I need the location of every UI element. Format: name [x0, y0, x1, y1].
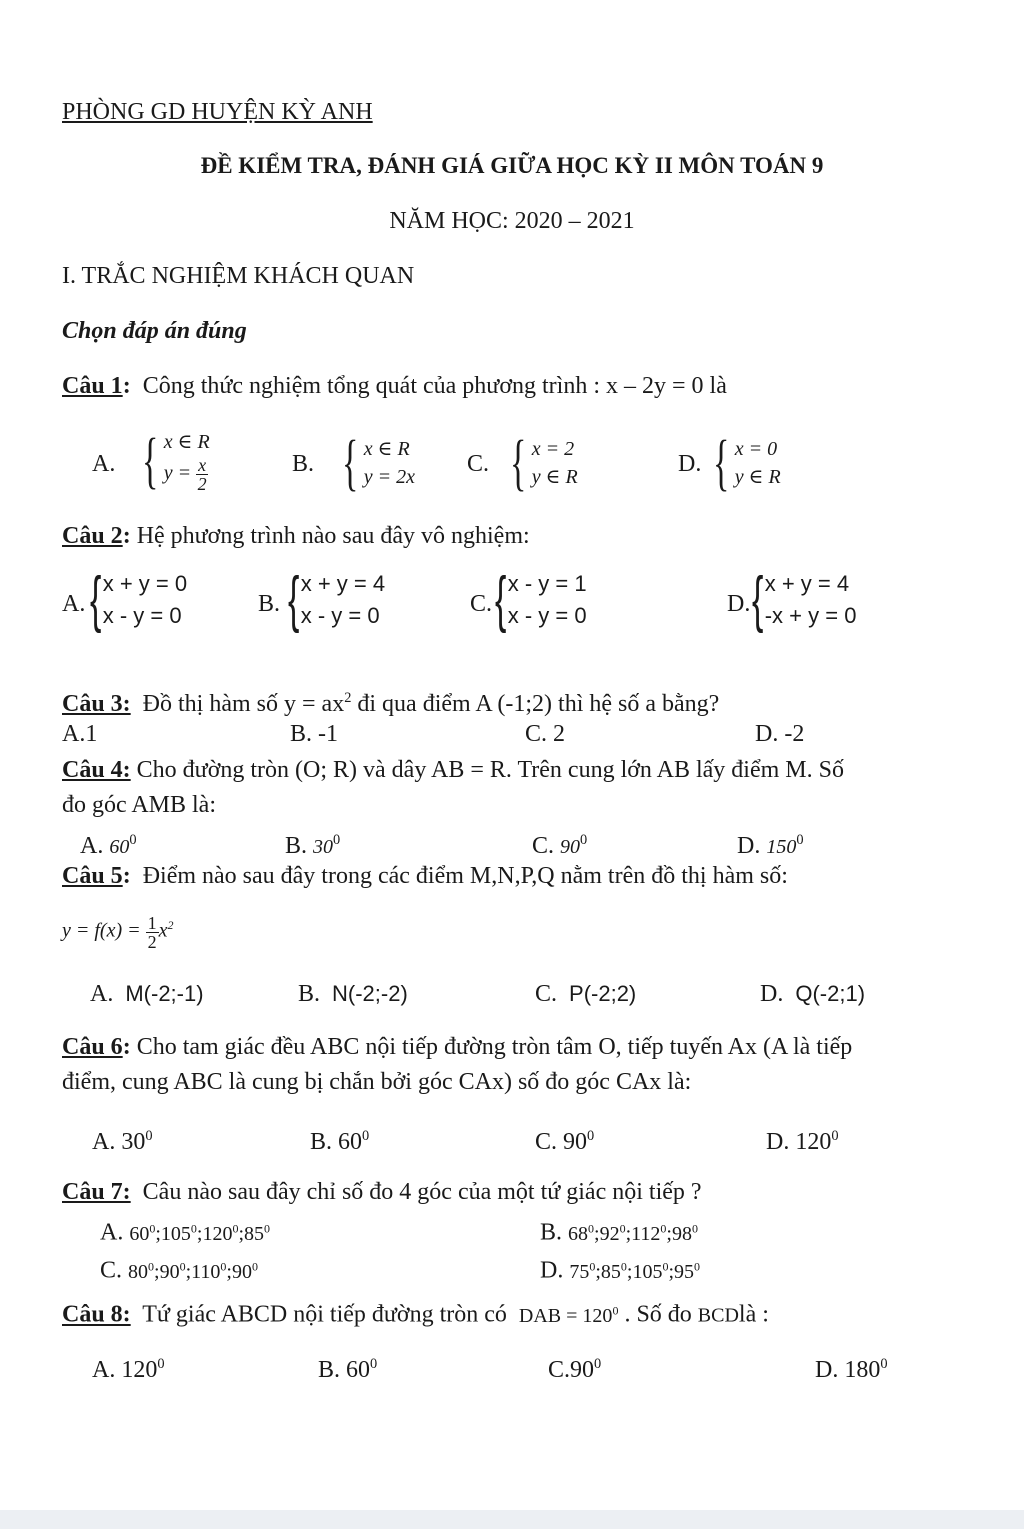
q8-option-c: $C.90^0$	[548, 1356, 602, 1383]
question-label: Câu 8:	[62, 1301, 131, 1328]
system-line: x - y = 0	[102, 603, 182, 628]
system-line: x + y = 4	[764, 571, 850, 596]
question-text-post: là :	[738, 1301, 769, 1328]
question-text-mid: . Số đo	[624, 1301, 692, 1328]
school-name: PHÒNG GD HUYỆN KỲ ANH	[62, 99, 373, 125]
question-5: Câu 5: Điểm nào sau đây trong các điểm M,N,P,Q nằm trên đồ thị hàm số:	[62, 863, 788, 889]
question-4	[62, 756, 844, 784]
q8-option-a: A. $120^0$	[92, 1356, 165, 1383]
question-8	[62, 1296, 769, 1330]
q4-option-a: A. $60^0$	[80, 832, 137, 859]
system-line: x = 2	[531, 438, 575, 460]
question-label: Câu 1	[62, 373, 123, 399]
q2-option-d-system: { x + y = 4 -x + y = 0	[752, 565, 857, 634]
q6-option-b: B. $60^0$	[310, 1128, 370, 1155]
question-label: Câu 5	[62, 863, 123, 889]
q4-option-b: B. $30^0$	[285, 832, 341, 859]
q4-option-d: D. $150^0$	[737, 832, 804, 859]
q7-option-b: B. $68^0;92^0;112^0;98^0$	[540, 1219, 698, 1246]
q5-option-d: D. Q(-2;1)	[760, 981, 866, 1007]
q8-option-d: D. $180^0$	[815, 1356, 888, 1383]
system-line: y = 2x	[363, 466, 416, 488]
question-label: Câu 2	[62, 523, 123, 549]
system-line: y ∈ R	[734, 466, 781, 488]
q5-option-c: C. P(-2;2)	[535, 981, 637, 1007]
q2-option-d-label: D.	[727, 591, 751, 617]
system-line: -x + y = 0	[764, 603, 857, 628]
q2-option-a-label: A.	[62, 591, 86, 617]
question-6: Câu 6: Cho tam giác đều ABC nội tiếp đường tròn tâm O, tiếp tuyến Ax (A là tiếp	[62, 1034, 853, 1060]
q2-option-b-label: B.	[258, 591, 281, 617]
question-text: Điểm nào sau đây trong các điểm M,N,P,Q nằm trên đồ thị hàm số:	[142, 863, 788, 889]
question-label: Câu 3:	[62, 691, 131, 717]
question-1: Câu 1: Công thức nghiệm tổng quát của phương trình : x – 2y = 0 là	[62, 373, 727, 399]
system-line: y = $\frac{x}{2}$	[163, 455, 207, 494]
system-line: x - y = 1	[507, 571, 587, 596]
exponent: 2	[344, 690, 352, 706]
q4-option-c: C. $90^0$	[532, 832, 588, 859]
question-text-pre: Tứ giác ABCD nội tiếp đường tròn có	[142, 1301, 507, 1328]
q1-option-a-system: { x ∈ R y = $\frac{x}{2}$	[142, 426, 210, 495]
q1-option-c-system: { x = 2 y ∈ R	[510, 429, 578, 497]
school-year: NĂM HỌC: 2020 – 2021	[389, 208, 635, 234]
question-text-pre: Đồ thị hàm số y = ax	[142, 691, 345, 717]
question-text: Hệ phương trình nào sau đây vô nghiệm:	[136, 523, 530, 549]
question-text: Công thức nghiệm tổng quát của phương trình : x – 2y = 0 là	[142, 373, 727, 399]
question-text-post: đi qua điểm A (-1;2) thì hệ số a bằng?	[351, 691, 720, 717]
question-text: Câu nào sau đây chỉ số đo 4 góc của một tứ giác nội tiếp ?	[142, 1179, 702, 1205]
q2-option-a-system: { x + y = 0 x - y = 0	[90, 565, 188, 634]
q8-option-b: B. $60^0$	[318, 1356, 378, 1383]
question-label: Câu 7:	[62, 1179, 131, 1205]
system-line: x ∈ R	[163, 431, 210, 453]
question-text-1: Cho đường tròn (O; R) và dây AB = R. Trên cung lớn AB lấy điểm M. Số	[136, 757, 844, 783]
q3-option-c: C. 2	[525, 721, 566, 747]
q5-function: y = f(x) = $\frac{1}{2}$ $x^2$	[62, 912, 174, 952]
q2-option-b-system: { x + y = 4 x - y = 0	[288, 565, 386, 634]
angle-dab: DAB = $120^0$	[518, 1303, 619, 1327]
system-line: x - y = 0	[507, 603, 587, 628]
system-line: y ∈ R	[531, 466, 578, 488]
question-label: Câu 4:	[62, 757, 131, 783]
q1-option-a-label: A.	[92, 451, 116, 477]
q5-option-b: B. N(-2;-2)	[298, 981, 408, 1007]
q6-option-a: A. $30^0$	[92, 1128, 153, 1155]
q1-option-b-label: B.	[292, 451, 315, 477]
page-bottom-edge	[0, 1510, 1024, 1529]
system-line: x = 0	[734, 438, 778, 460]
q6-option-c: C. $90^0$	[535, 1128, 595, 1155]
system-line: x + y = 4	[300, 571, 386, 596]
q6-option-d: D. $120^0$	[766, 1128, 839, 1155]
q1-option-d-system: { x = 0 y ∈ R	[713, 429, 781, 497]
q7-option-a: A. $60^0;105^0;120^0;85^0$	[100, 1219, 271, 1246]
system-line: x ∈ R	[363, 438, 410, 460]
q3-option-a: A.1	[62, 721, 98, 747]
q1-option-c-label: C.	[467, 451, 490, 477]
question-text-1: Cho tam giác đều ABC nội tiếp đường tròn tâm O, tiếp tuyến Ax (A là tiếp	[136, 1034, 853, 1060]
instruction: Chọn đáp án đúng	[62, 318, 247, 344]
q7-option-d: D. $75^0;85^0;105^0;95^0$	[540, 1257, 701, 1284]
q5-option-a: A. M(-2;-1)	[90, 981, 204, 1007]
q3-option-d: D. -2	[755, 721, 805, 747]
arc-bcd: BCD	[697, 1304, 739, 1327]
question-3	[62, 684, 719, 718]
q7-option-c: C. $80^0;90^0;110^0;90^0$	[100, 1257, 258, 1284]
q2-option-c-label: C.	[470, 591, 493, 617]
question-6-text-2: điểm, cung ABC là cung bị chắn bởi góc CAx) số đo góc CAx là:	[62, 1069, 692, 1095]
system-line: x + y = 0	[102, 571, 188, 596]
q2-option-c-system: { x - y = 1 x - y = 0	[495, 565, 587, 634]
section-title: I. TRẮC NGHIỆM KHÁCH QUAN	[62, 263, 415, 289]
question-4-text-2: đo góc AMB là:	[62, 792, 216, 818]
q1-option-d-label: D.	[678, 451, 702, 477]
question-7	[62, 1178, 702, 1206]
question-label: Câu 6	[62, 1034, 123, 1060]
exam-title: ĐỀ KIỂM TRA, ĐÁNH GIÁ GIỮA HỌC KỲ II MÔN TOÁN 9	[200, 153, 824, 178]
question-2: Câu 2: Hệ phương trình nào sau đây vô nghiệm:	[62, 523, 530, 549]
q3-option-b: B. -1	[290, 721, 338, 747]
system-line: x - y = 0	[300, 603, 380, 628]
q1-option-b-system: { x ∈ R y = 2x	[342, 429, 416, 497]
